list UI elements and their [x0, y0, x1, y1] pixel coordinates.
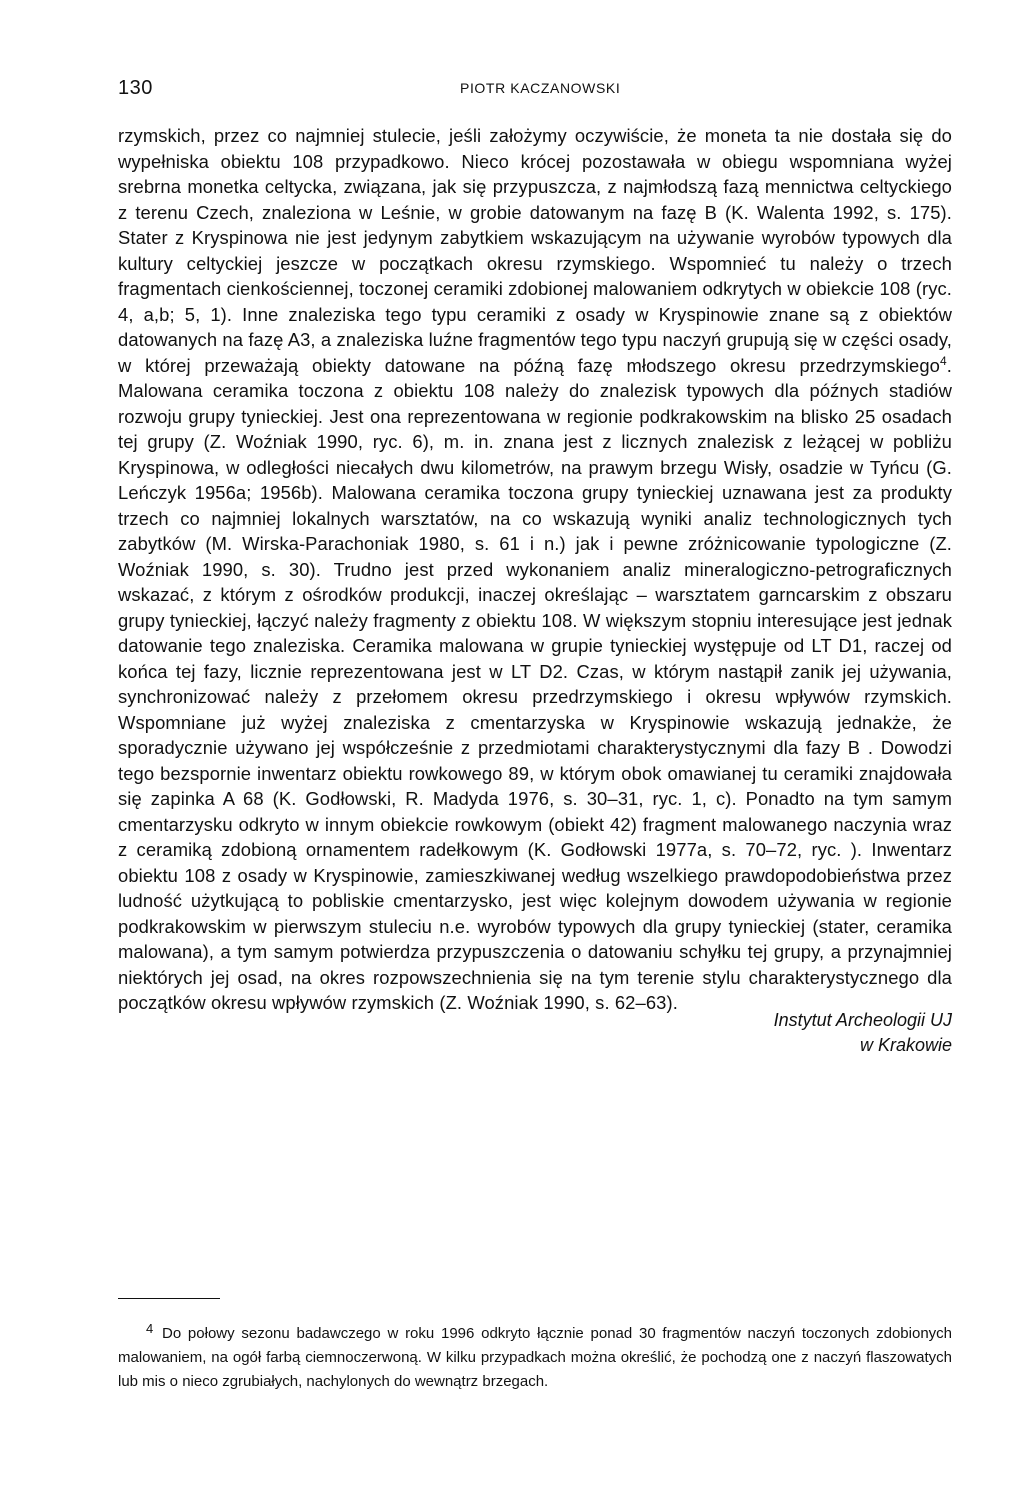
affiliation-city: w Krakowie: [859, 1035, 952, 1055]
footnote: [118, 1322, 952, 1394]
running-head-author: PIOTR KACZANOWSKI: [460, 80, 621, 96]
affiliation-institute: Instytut Archeologii UJ: [773, 1010, 952, 1030]
footnote-reference[interactable]: 4: [940, 353, 947, 368]
footnote-text: Do połowy sezonu badawczego w roku 1996 odkryto łącznie ponad 30 fragmentów naczyń toczonych zdobionych malowaniem, na ogół farbą ciemnoczerwoną. W kilku przypadkach można określić, że pochodzą one z naczyń flaszowatych lub mis o nieco zgrubiałych, nachylonych do wewnątrz brzegach.: [118, 1325, 952, 1390]
author-affiliation: [600, 1008, 952, 1058]
footnote-separator: [118, 1298, 220, 1299]
body-paragraph: [118, 123, 952, 1016]
page-number: 130: [118, 77, 153, 99]
running-head: [118, 77, 954, 101]
footnote-marker: 4: [146, 1321, 154, 1336]
body-text-part-1: rzymskich, przez co najmniej stulecie, jeśli założymy oczywiście, że moneta ta nie dostała się do wypełniska obiektu 108 przypadkowo. Nieco krócej pozostawała w obiegu wspomniana wyżej srebrna monetka celtycka, związana, jak się przypuszcza, z najmłodszą fazą mennictwa celtyckiego z terenu Czech, znaleziona w Leśnie, w grobie datowanym na fazę B (K. Walenta 1992, s. 175). Stater z Kryspinowa nie jest jedynym zabytkiem wskazującym na używanie wyrobów typowych dla kultury celtyckiej jeszcze w początkach okresu rzymskiego. Wspomnieć tu należy o trzech fragmentach cienkościennej, toczonej ceramiki zdobionej malowaniem odkrytych w obiekcie 108 (ryc. 4, a,b; 5, 1). Inne znaleziska tego typu ceramiki z osady w Kryspinowie znane są z obiektów datowanych na fazę A3, a znaleziska luźne fragmentów tego typu naczyń grupują się w części osady, w której przeważają obiekty datowane na późną fazę młodszego okresu przedrzymskiego: [118, 125, 952, 376]
body-text-part-2: . Malowana ceramika toczona z obiektu 108 należy do znalezisk typowych dla późnych stadiów rozwoju grupy tynieckiej. Jest ona reprezentowana w regionie podkrakowskim na blisko 25 osadach tej grupy (Z. Woźniak 1990, ryc. 6), m. in. znana jest z licznych znalezisk z leżącej w pobliżu Kryspinowa, w odległości niecałych dwu kilometrów, na prawym brzegu Wisły, osadzie w Tyńcu (G. Leńczyk 1956a; 1956b). Malowana ceramika toczona grupy tynieckiej uznawana jest za produkty trzech co najmniej lokalnych warsztatów, na co wskazują wyniki analiz technologicznych tych zabytków (M. Wirska-Parachoniak 1980, s. 61 i n.) jak i pewne zróżnicowanie typologiczne (Z. Woźniak 1990, s. 30). Trudno jest przed wykonaniem analiz mineralogiczno-petrograficznych wskazać, z którym z ośrodków produkcji, inaczej określając – warsztatem garncarskim z obszaru grupy tynieckiej, łączyć należy fragmenty z obiektu 108. W większym stopniu interesujące jest jednak datowanie tego znaleziska. Ceramika malowana w grupie tynieckiej występuje od LT D1, raczej od końca tej fazy, licznie reprezentowana jest w LT D2. Czas, w którym nastąpił zanik jej używania, synchronizować należy z przełomem okresu przedrzymskiego i okresu wpływów rzymskich. Wspomniane już wyżej znaleziska z cmentarzyska w Kryspinowie wskazują jednakże, że sporadycznie używano jej współcześnie z przedmiotami charakterystycznymi dla fazy B . Dowodzi tego bezspornie inwentarz obiektu rowkowego 89, w którym obok omawianej tu ceramiki znajdowała się zapinka A 68 (K. Godłowski, R. Madyda 1976, s. 30–31, ryc. 1, c). Ponadto na tym samym cmentarzysku odkryto w innym obiekcie rowkowym (obiekt 42) fragment malowanego naczynia wraz z ceramiką zdobioną ornamentem radełkowym (K. Godłowski 1977a, s. 70–72, ryc. ). Inwentarz obiektu 108 z osady w Kryspinowie, zamieszkiwanej według wszelkiego prawdopodobieństwa przez ludność użytkującą to pobliskie cmentarzysko, jest więc kolejnym dowodem używania w regionie podkrakowskim w pierwszym stuleciu n.e. wyrobów typowych dla grupy tynieckiej (stater, ceramika malowana), a tym samym potwierdza przypuszczenia o datowaniu schyłku tej grupy, a przynajmniej niektórych jej osad, na okres rozpowszechnienia się na tym terenie stylu charakterystycznego dla początków okresu wpływów rzymskich (Z. Woźniak 1990, s. 62–63).: [118, 354, 952, 1013]
body-text: [118, 123, 952, 1016]
